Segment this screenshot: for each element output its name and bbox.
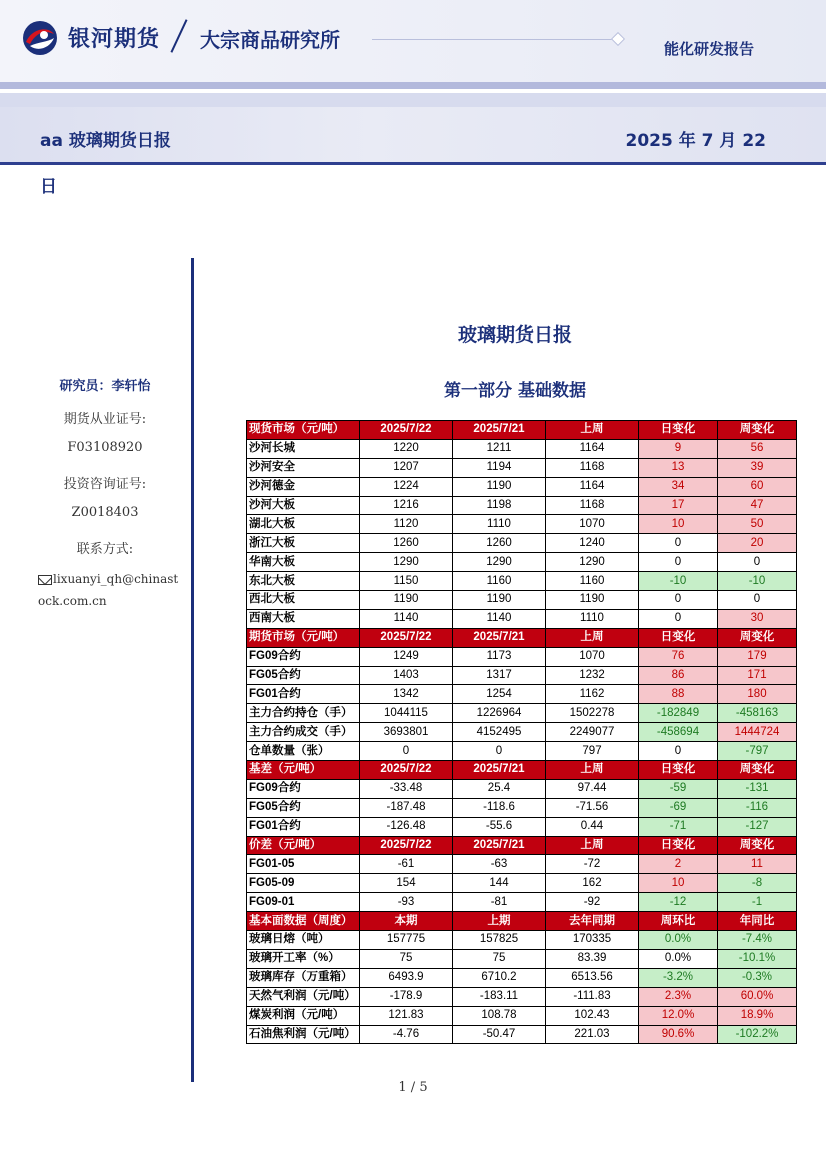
row-label-cell: FG01合约 [247, 817, 360, 836]
row-label-cell: 沙河长城 [247, 439, 360, 458]
table-cell: 60.0% [718, 987, 797, 1006]
row-label-cell: 沙河安全 [247, 458, 360, 477]
table-cell: 30 [718, 609, 797, 628]
table-cell: -178.9 [360, 987, 453, 1006]
table-cell: 2025/7/21 [453, 421, 546, 440]
table-cell: 周变化 [718, 421, 797, 440]
table-cell: 上周 [546, 421, 639, 440]
table-cell: 0.0% [639, 949, 718, 968]
table-cell: 6513.56 [546, 968, 639, 987]
table-row [247, 591, 797, 610]
table-cell: -4.76 [360, 1025, 453, 1044]
researcher-name: 研究员：李轩怡 [59, 379, 151, 394]
table-cell: -797 [718, 742, 797, 761]
table-cell: 60 [718, 477, 797, 496]
table-cell: -126.48 [360, 817, 453, 836]
table-cell: 90.6% [639, 1025, 718, 1044]
table-cell: 1254 [453, 685, 546, 704]
table-cell: 1140 [360, 609, 453, 628]
sidebar-divider [191, 258, 194, 1082]
table-cell: -1 [718, 893, 797, 912]
table-cell: -8 [718, 874, 797, 893]
header-stripe-light [0, 93, 826, 107]
table-cell: 2025/7/22 [360, 421, 453, 440]
table-row [247, 496, 797, 515]
mail-icon [38, 575, 52, 585]
table-cell: 4152495 [453, 723, 546, 742]
row-label-cell: 期货市场（元/吨） [247, 628, 360, 647]
table-cell: 1120 [360, 515, 453, 534]
table-cell: 83.39 [546, 949, 639, 968]
table-cell: 2025/7/21 [453, 761, 546, 780]
row-label-cell: 浙江大板 [247, 534, 360, 553]
table-cell: 1216 [360, 496, 453, 515]
row-label-cell: FG05合约 [247, 798, 360, 817]
table-cell: 13 [639, 458, 718, 477]
row-label-cell: 主力合约成交（手） [247, 723, 360, 742]
table-cell: 0 [639, 742, 718, 761]
table-cell: -102.2% [718, 1025, 797, 1044]
table-cell: 日变化 [639, 836, 718, 855]
table-cell: -111.83 [546, 987, 639, 1006]
row-label-cell: 仓单数量（张） [247, 742, 360, 761]
table-cell: -59 [639, 779, 718, 798]
table-cell: -127 [718, 817, 797, 836]
report-date: 2025 年 7 月 22 [625, 131, 766, 151]
table-row [247, 515, 797, 534]
table-row [247, 798, 797, 817]
table-row [247, 553, 797, 572]
table-cell: 2025/7/22 [360, 628, 453, 647]
table-row [247, 968, 797, 987]
table-cell: 1070 [546, 647, 639, 666]
table-cell: 6710.2 [453, 968, 546, 987]
email-text[interactable]: lixuanyi_qh@chinastock.com.cn [38, 572, 179, 608]
main-title: 玻璃期货日报 [457, 324, 572, 346]
row-label-cell: FG01-05 [247, 855, 360, 874]
table-cell: 日变化 [639, 628, 718, 647]
contact-email[interactable] [38, 568, 180, 612]
title-band-rule [0, 162, 826, 165]
table-cell: 1249 [360, 647, 453, 666]
table-cell: 86 [639, 666, 718, 685]
row-label-cell: 湖北大板 [247, 515, 360, 534]
row-label-cell: 玻璃日熔（吨） [247, 931, 360, 950]
table-cell: -116 [718, 798, 797, 817]
row-label-cell: FG09-01 [247, 893, 360, 912]
table-cell: -10 [639, 572, 718, 591]
table-section-header [247, 836, 797, 855]
table-cell: 144 [453, 874, 546, 893]
table-cell: 9 [639, 439, 718, 458]
table-cell: 1502278 [546, 704, 639, 723]
table-section-header [247, 628, 797, 647]
table-cell: 1190 [453, 477, 546, 496]
table-cell: 1110 [453, 515, 546, 534]
row-label-cell: FG05合约 [247, 666, 360, 685]
table-cell: 75 [360, 949, 453, 968]
table-cell: 6493.9 [360, 968, 453, 987]
table-cell: 1164 [546, 439, 639, 458]
table-cell: -71 [639, 817, 718, 836]
table-row [247, 609, 797, 628]
table-cell: -10 [718, 572, 797, 591]
table-cell: 34 [639, 477, 718, 496]
row-label-cell: 价差（元/吨） [247, 836, 360, 855]
table-cell: 上周 [546, 628, 639, 647]
table-row [247, 874, 797, 893]
table-cell: 88 [639, 685, 718, 704]
advisor-number: Z0018403 [71, 505, 139, 520]
table-cell: -183.11 [453, 987, 546, 1006]
table-cell: 0 [639, 534, 718, 553]
table-cell: -12 [639, 893, 718, 912]
table-row [247, 987, 797, 1006]
table-cell: 1342 [360, 685, 453, 704]
table-cell: 0.0% [639, 931, 718, 950]
table-row [247, 779, 797, 798]
table-cell: 20 [718, 534, 797, 553]
table-cell: -61 [360, 855, 453, 874]
table-row [247, 855, 797, 874]
table-cell: 1190 [546, 591, 639, 610]
table-cell: 180 [718, 685, 797, 704]
table-cell: 1168 [546, 496, 639, 515]
table-cell: 2.3% [639, 987, 718, 1006]
table-cell: 75 [453, 949, 546, 968]
galaxy-logo-icon [22, 20, 58, 56]
table-cell: 1044115 [360, 704, 453, 723]
table-cell: 3693801 [360, 723, 453, 742]
table-cell: 上周 [546, 761, 639, 780]
table-cell: 102.43 [546, 1006, 639, 1025]
row-label-cell: FG09合约 [247, 647, 360, 666]
table-section-header [247, 421, 797, 440]
table-cell: -7.4% [718, 931, 797, 950]
table-cell: -0.3% [718, 968, 797, 987]
table-cell: 39 [718, 458, 797, 477]
table-cell: 上周 [546, 836, 639, 855]
row-label-cell: 基本面数据（周度） [247, 912, 360, 931]
table-cell: 1403 [360, 666, 453, 685]
table-cell: 1160 [453, 572, 546, 591]
report-date-wrap: 日 [40, 177, 57, 197]
table-cell: 1207 [360, 458, 453, 477]
table-cell: 0 [639, 609, 718, 628]
table-row [247, 1025, 797, 1044]
table-cell: 上期 [453, 912, 546, 931]
table-cell: 1240 [546, 534, 639, 553]
table-cell: 170335 [546, 931, 639, 950]
row-label-cell: 玻璃开工率（%） [247, 949, 360, 968]
table-cell: 797 [546, 742, 639, 761]
report-title: aa 玻璃期货日报 [40, 131, 171, 151]
table-cell: 1110 [546, 609, 639, 628]
page-number: 1 / 5 [398, 1080, 428, 1095]
table-cell: -10.1% [718, 949, 797, 968]
table-cell: 2025/7/21 [453, 628, 546, 647]
table-cell: -118.6 [453, 798, 546, 817]
table-cell: -72 [546, 855, 639, 874]
table-cell: 1444724 [718, 723, 797, 742]
table-cell: 0 [453, 742, 546, 761]
table-cell: 1164 [546, 477, 639, 496]
table-cell: 1232 [546, 666, 639, 685]
table-cell: 1168 [546, 458, 639, 477]
table-cell: 周变化 [718, 628, 797, 647]
table-cell: -81 [453, 893, 546, 912]
table-cell: 0 [639, 553, 718, 572]
table-cell: 去年同期 [546, 912, 639, 931]
table-cell: 1211 [453, 439, 546, 458]
table-cell: 1150 [360, 572, 453, 591]
row-label-cell: 沙河大板 [247, 496, 360, 515]
row-label-cell: 现货市场（元/吨） [247, 421, 360, 440]
table-cell: 221.03 [546, 1025, 639, 1044]
table-cell: 1190 [453, 591, 546, 610]
contact-label: 联系方式: [76, 542, 134, 557]
table-cell: 1226964 [453, 704, 546, 723]
table-cell: 25.4 [453, 779, 546, 798]
table-row [247, 817, 797, 836]
table-row [247, 458, 797, 477]
table-cell: -458163 [718, 704, 797, 723]
table-cell: 1260 [360, 534, 453, 553]
table-cell: 10 [639, 515, 718, 534]
table-row [247, 949, 797, 968]
row-label-cell: 玻璃库存（万重箱） [247, 968, 360, 987]
row-label-cell: 基差（元/吨） [247, 761, 360, 780]
table-cell: 1162 [546, 685, 639, 704]
table-cell: 1224 [360, 477, 453, 496]
table-row [247, 666, 797, 685]
table-cell: 12.0% [639, 1006, 718, 1025]
table-cell: 17 [639, 496, 718, 515]
row-label-cell: 华南大板 [247, 553, 360, 572]
table-row [247, 742, 797, 761]
data-table [246, 420, 797, 1044]
table-cell: 2025/7/21 [453, 836, 546, 855]
table-cell: 154 [360, 874, 453, 893]
table-cell: -93 [360, 893, 453, 912]
table-section-header [247, 761, 797, 780]
table-cell: 18.9% [718, 1006, 797, 1025]
table-cell: -182849 [639, 704, 718, 723]
table-row [247, 439, 797, 458]
table-cell: 50 [718, 515, 797, 534]
row-label-cell: 东北大板 [247, 572, 360, 591]
department-name: 大宗商品研究所 [200, 28, 340, 52]
table-cell: -92 [546, 893, 639, 912]
table-cell: 97.44 [546, 779, 639, 798]
table-cell: -63 [453, 855, 546, 874]
row-label-cell: 沙河德金 [247, 477, 360, 496]
table-cell: 1070 [546, 515, 639, 534]
table-cell: -458694 [639, 723, 718, 742]
table-cell: 157825 [453, 931, 546, 950]
table-cell: -69 [639, 798, 718, 817]
table-cell: 1140 [453, 609, 546, 628]
table-cell: 周环比 [639, 912, 718, 931]
table-cell: -71.56 [546, 798, 639, 817]
row-label-cell: FG05-09 [247, 874, 360, 893]
table-cell: 1194 [453, 458, 546, 477]
table-cell: -33.48 [360, 779, 453, 798]
table-row [247, 1006, 797, 1025]
header-divider [170, 19, 187, 52]
table-cell: 1160 [546, 572, 639, 591]
logo-text: 银河期货 [68, 27, 161, 52]
table-cell: 周变化 [718, 836, 797, 855]
table-cell: 1290 [546, 553, 639, 572]
table-cell: 1260 [453, 534, 546, 553]
table-row [247, 893, 797, 912]
table-cell: -187.48 [360, 798, 453, 817]
table-row [247, 647, 797, 666]
table-row [247, 477, 797, 496]
table-cell: 179 [718, 647, 797, 666]
row-label-cell: 天然气利润（元/吨） [247, 987, 360, 1006]
table-cell: 本期 [360, 912, 453, 931]
row-label-cell: 西南大板 [247, 609, 360, 628]
table-cell: -3.2% [639, 968, 718, 987]
table-cell: 0 [360, 742, 453, 761]
table-cell: 日变化 [639, 421, 718, 440]
table-cell: 157775 [360, 931, 453, 950]
row-label-cell: 主力合约持仓（手） [247, 704, 360, 723]
table-cell: 1290 [453, 553, 546, 572]
table-cell: 121.83 [360, 1006, 453, 1025]
header-bar [0, 0, 826, 82]
section-title: 第一部分 基础数据 [444, 381, 586, 401]
table-cell: 1317 [453, 666, 546, 685]
table-cell: 1173 [453, 647, 546, 666]
row-label-cell: 西北大板 [247, 591, 360, 610]
table-cell: 11 [718, 855, 797, 874]
table-cell: 171 [718, 666, 797, 685]
table-row [247, 723, 797, 742]
license-number: F03108920 [67, 440, 143, 455]
advisor-label: 投资咨询证号: [63, 477, 147, 492]
table-cell: 10 [639, 874, 718, 893]
table-cell: -55.6 [453, 817, 546, 836]
row-label-cell: FG01合约 [247, 685, 360, 704]
table-cell: 年同比 [718, 912, 797, 931]
table-cell: 1190 [360, 591, 453, 610]
table-cell: -131 [718, 779, 797, 798]
header-stripe [0, 82, 826, 89]
table-row [247, 931, 797, 950]
table-cell: -50.47 [453, 1025, 546, 1044]
table-cell: 0 [639, 591, 718, 610]
table-cell: 1198 [453, 496, 546, 515]
table-cell: 2249077 [546, 723, 639, 742]
table-row [247, 704, 797, 723]
table-cell: 47 [718, 496, 797, 515]
table-cell: 日变化 [639, 761, 718, 780]
table-cell: 0 [718, 591, 797, 610]
row-label-cell: FG09合约 [247, 779, 360, 798]
table-section-header [247, 912, 797, 931]
row-label-cell: 煤炭利润（元/吨） [247, 1006, 360, 1025]
table-cell: 76 [639, 647, 718, 666]
table-row [247, 572, 797, 591]
table-cell: 2025/7/22 [360, 761, 453, 780]
table-cell: 周变化 [718, 761, 797, 780]
row-label-cell: 石油焦利润（元/吨） [247, 1025, 360, 1044]
table-cell: 0 [718, 553, 797, 572]
diamond-icon [611, 32, 625, 46]
table-row [247, 534, 797, 553]
table-cell: 2 [639, 855, 718, 874]
table-cell: 0.44 [546, 817, 639, 836]
table-row [247, 685, 797, 704]
license-label: 期货从业证号: [63, 412, 147, 427]
table-cell: 108.78 [453, 1006, 546, 1025]
table-cell: 56 [718, 439, 797, 458]
table-cell: 1220 [360, 439, 453, 458]
table-cell: 1290 [360, 553, 453, 572]
table-cell: 162 [546, 874, 639, 893]
report-type: 能化研发报告 [663, 40, 754, 58]
table-cell: 2025/7/22 [360, 836, 453, 855]
header-rule [372, 39, 612, 40]
